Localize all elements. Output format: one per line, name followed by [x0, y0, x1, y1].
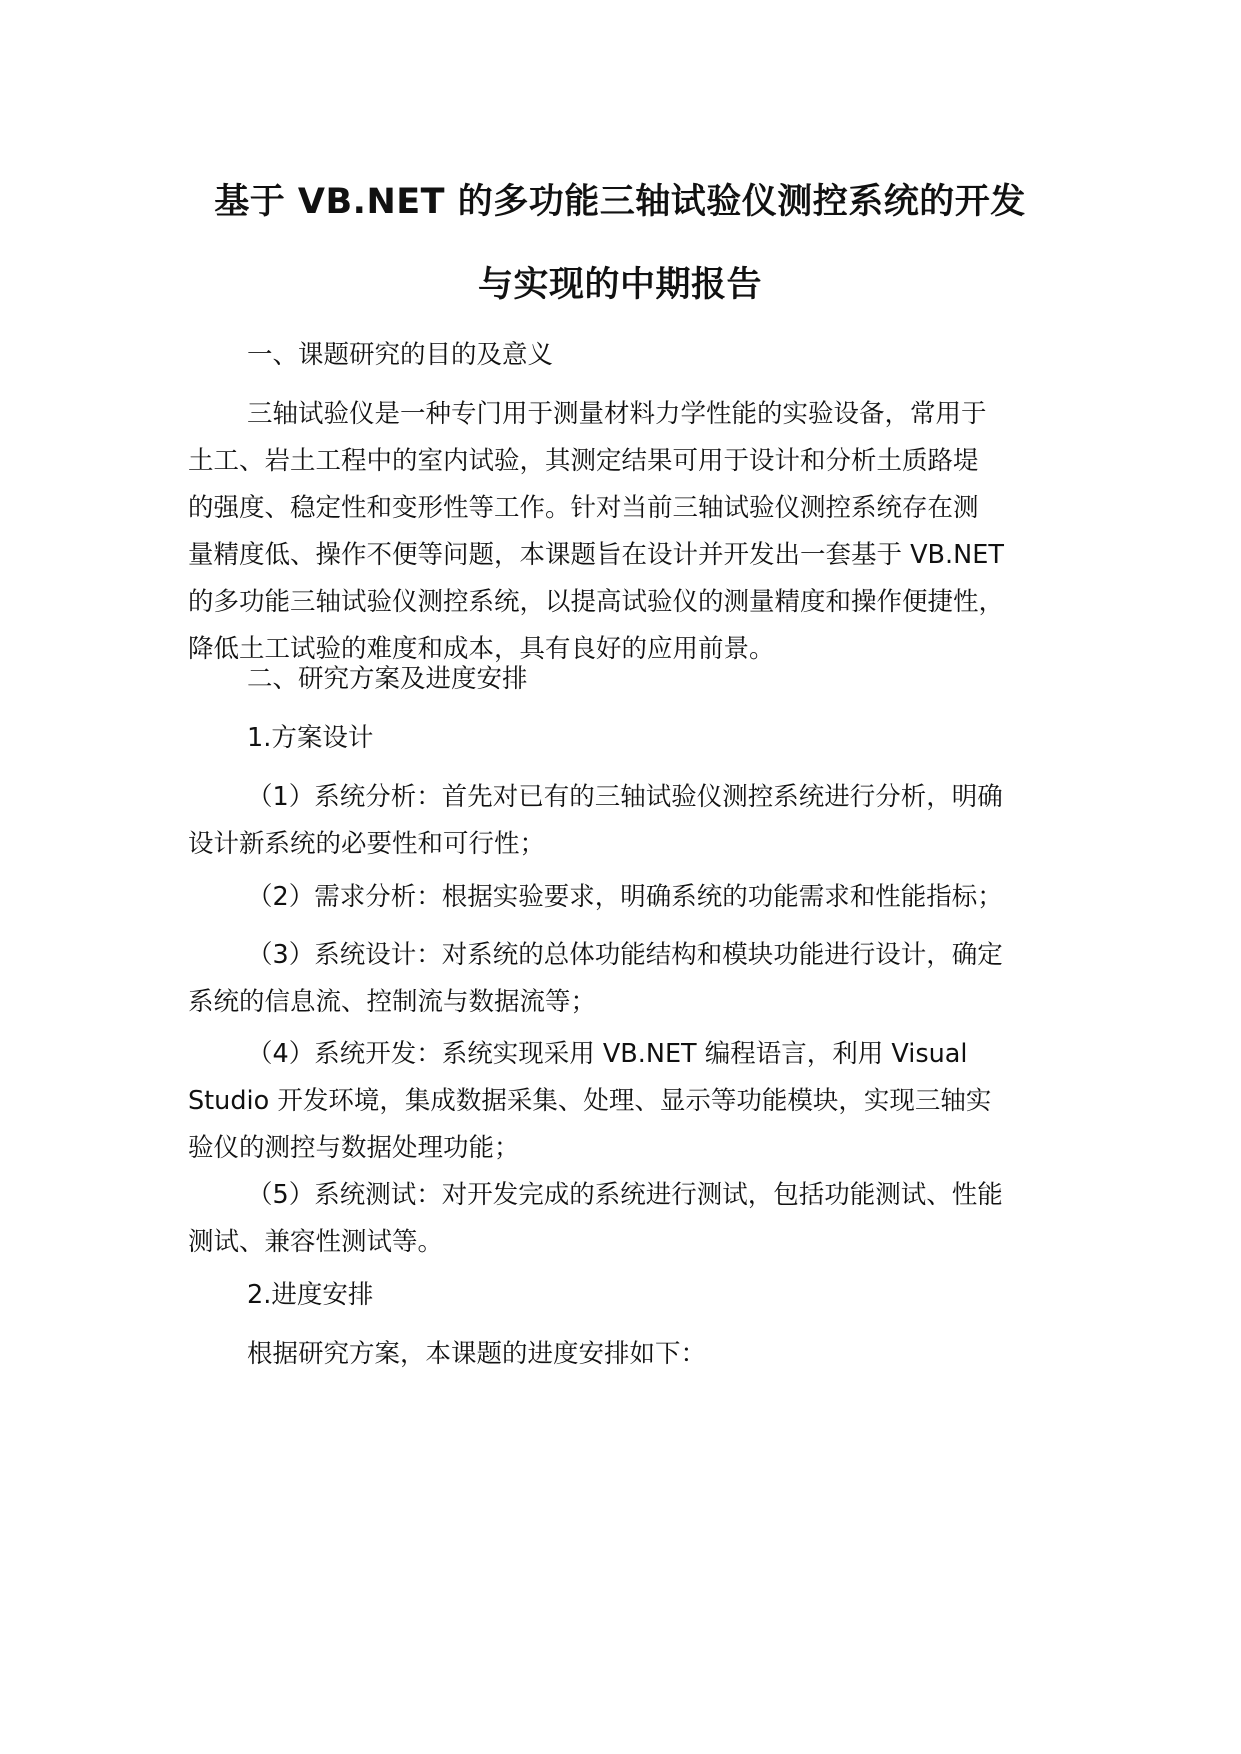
- subheading-design: 1.方案设计: [247, 723, 374, 753]
- section-heading-purpose: 一、课题研究的目的及意义: [247, 340, 554, 370]
- list-item-requirements-analysis: [188, 874, 1088, 921]
- paragraph-line: （2）需求分析：根据实验要求，明确系统的功能需求和性能指标；: [247, 882, 1003, 912]
- section-heading-plan: 二、研究方案及进度安排: [247, 664, 528, 694]
- document-title-line-1: 基于 VB.NET 的多功能三轴试验仪测控系统的开发: [214, 182, 1026, 222]
- list-item-system-design: [188, 932, 1088, 1026]
- paragraph-schedule-intro: 根据研究方案，本课题的进度安排如下：: [247, 1339, 707, 1369]
- paragraph-line: 三轴试验仪是一种专门用于测量材料力学性能的实验设备，常用于: [247, 399, 987, 429]
- paragraph-line: （1）系统分析：首先对已有的三轴试验仪测控系统进行分析，明确: [247, 782, 1003, 812]
- paragraph-line: 量精度低、操作不便等问题，本课题旨在设计并开发出一套基于 VB.NET: [188, 540, 1004, 570]
- paragraph-line: 的多功能三轴试验仪测控系统，以提高试验仪的测量精度和操作便捷性，: [188, 587, 1005, 617]
- paragraph-line: （5）系统测试：对开发完成的系统进行测试，包括功能测试、性能: [247, 1180, 1003, 1210]
- paragraph-line: （3）系统设计：对系统的总体功能结构和模块功能进行设计，确定: [247, 940, 1003, 970]
- paragraph-purpose: [188, 391, 1088, 673]
- document-title-line-2: 与实现的中期报告: [477, 265, 762, 305]
- paragraph-line: Studio 开发环境，集成数据采集、处理、显示等功能模块，实现三轴实: [188, 1086, 992, 1116]
- paragraph-line: 测试、兼容性测试等。: [188, 1227, 444, 1257]
- list-item-system-analysis: [188, 774, 1088, 868]
- paragraph-line: 验仪的测控与数据处理功能；: [188, 1133, 520, 1163]
- list-item-system-development: [188, 1031, 1088, 1172]
- list-item-system-testing: [188, 1172, 1088, 1266]
- paragraph-line: 设计新系统的必要性和可行性；: [188, 829, 546, 859]
- subheading-schedule: 2.进度安排: [247, 1280, 374, 1310]
- paragraph-line: 系统的信息流、控制流与数据流等；: [188, 987, 597, 1017]
- paragraph-line: 的强度、稳定性和变形性等工作。针对当前三轴试验仪测控系统存在测: [188, 493, 979, 523]
- paragraph-line: 降低土工试验的难度和成本，具有良好的应用前景。: [188, 634, 775, 664]
- paragraph-line: （4）系统开发：系统实现采用 VB.NET 编程语言，利用 Visual: [247, 1039, 968, 1069]
- paragraph-line: 土工、岩土工程中的室内试验，其测定结果可用于设计和分析土质路堤: [188, 446, 979, 476]
